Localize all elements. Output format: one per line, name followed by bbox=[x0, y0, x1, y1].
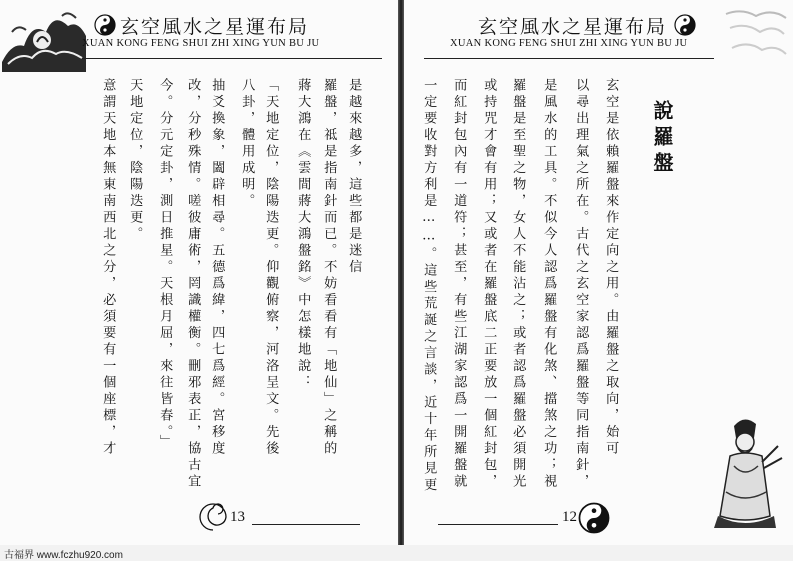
text-column: 蔣大鴻在《雲間蔣大鴻盤銘》中怎樣地說： bbox=[295, 78, 311, 392]
text-column: 改，分秒殊情。嗟彼庸術，罔識權衡。刪邪表正，協古宜 bbox=[185, 78, 201, 491]
taiji-icon bbox=[94, 14, 116, 36]
right-page bbox=[404, 0, 793, 545]
text-column: 八卦，體用成明。 bbox=[239, 78, 255, 210]
taiji-icon bbox=[674, 14, 696, 36]
text-column: 「天地定位，陰陽迭更。仰觀俯察，河洛呈文。先後 bbox=[263, 78, 279, 458]
header-subtitle: XUAN KONG FENG SHUI ZHI XING YUN BU JU bbox=[82, 38, 320, 49]
text-column: 羅盤，祗是指南針而已。不妨看看有「地仙」之稱的 bbox=[321, 78, 337, 458]
header-rule bbox=[424, 58, 714, 59]
text-column: 或持咒才會有用；又或者在羅盤底二正要放一個紅封包， bbox=[481, 78, 497, 491]
header-title: 玄空風水之星運布局 bbox=[120, 16, 310, 38]
left-page bbox=[0, 0, 398, 545]
landscape-illustration bbox=[722, 4, 790, 64]
footer-rule bbox=[438, 524, 558, 525]
footer-rule bbox=[252, 524, 360, 525]
taiji-icon bbox=[578, 502, 610, 534]
section-heading: 說羅盤 bbox=[650, 100, 674, 178]
text-column: 以尋出理氣之所在。古代之玄空家認爲羅盤等同指南針， bbox=[573, 78, 589, 491]
text-column: 抽爻換象，闔辟相尋。五德爲緯，四七爲經。宮移度 bbox=[209, 78, 225, 458]
header-title: 玄空風水之星運布局 bbox=[478, 16, 668, 38]
page-number: 13 bbox=[230, 509, 245, 525]
text-column: 是風水的工具。不似今人認爲羅盤有化煞、擋煞之功；視 bbox=[541, 78, 557, 491]
text-column: 意謂天地本無東南西北之分，必須要有一個座標，才 bbox=[100, 78, 116, 458]
sage-figure-illustration bbox=[704, 412, 786, 534]
text-column: 羅盤是至聖之物，女人不能沾之；或者認爲羅盤必須開光 bbox=[510, 78, 526, 491]
watermark: 古福界 www.fczhu920.com bbox=[4, 550, 123, 561]
text-column: 玄空是依賴羅盤來作定向之用。由羅盤之取向，始可 bbox=[603, 78, 619, 458]
text-column: 今。分元定卦，測日推星。天根月屈，來往皆春。」 bbox=[157, 78, 173, 451]
text-column: 而紅封包內有一道符；甚至，有些江湖家認爲一開羅盤就 bbox=[451, 78, 467, 491]
page-number: 12 bbox=[562, 509, 577, 525]
text-column: 一定要收對方利是……。這些荒誕之言談，近十年所見更 bbox=[421, 78, 437, 495]
landscape-illustration bbox=[2, 2, 90, 74]
swirl-ornament-icon bbox=[196, 500, 230, 534]
header-rule bbox=[82, 58, 382, 59]
header-subtitle: XUAN KONG FENG SHUI ZHI XING YUN BU JU bbox=[450, 38, 688, 49]
text-column: 是越來越多，這些都是迷信 bbox=[346, 78, 362, 276]
text-column: 天地定位，陰陽迭更。 bbox=[127, 78, 143, 243]
